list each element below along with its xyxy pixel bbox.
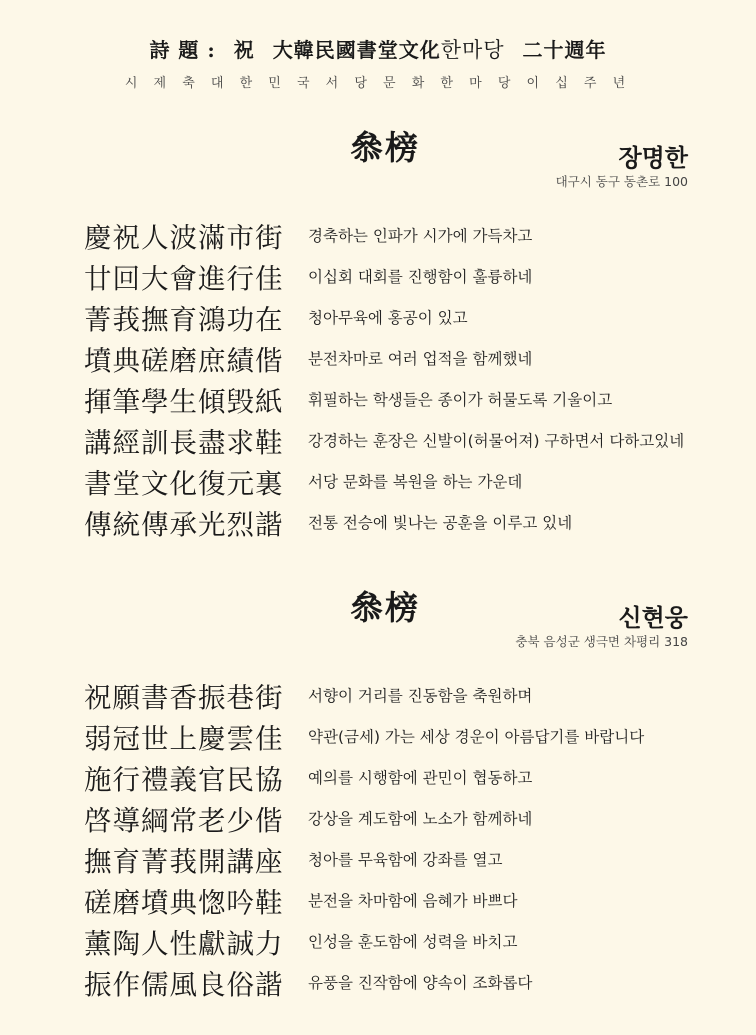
poem-line [84,255,684,296]
korean-translation: 분전을 차마함에 음혜가 바쁘다 [308,891,518,910]
korean-translation: 약관(금세) 가는 세상 경운이 아름답기를 바랍니다 [308,727,645,746]
hanja-line: 揮筆學生傾毁紙 [84,385,284,418]
poem-line [84,419,684,460]
author-name: 장명한 [618,144,688,172]
korean-translation: 인성을 훈도함에 성력을 바치고 [308,932,518,951]
korean-translation: 이십회 대회를 진행함이 훌륭하네 [308,267,533,286]
poem-line [84,674,644,715]
author-name: 신현웅 [618,604,688,632]
korean-translation: 예의를 시행함에 관민이 협동하고 [308,768,533,787]
poem-lines [84,214,684,542]
korean-translation: 휘필하는 학생들은 종이가 허물도록 기울이고 [308,390,613,409]
author-address: 충북 음성군 생극면 차평리 318 [515,634,688,649]
document-subtitle: 시 제 축 대 한 민 국 서 당 문 화 한 마 당 이 십 주 년 [124,76,632,91]
poem-heading: 叅榜 [350,588,420,627]
hanja-line: 施行禮義官民協 [84,763,284,796]
hanja-line: 祝願書香振巷街 [84,681,284,714]
author-address: 대구시 동구 동촌로 100 [555,174,688,189]
poem-line [84,838,644,879]
hanja-line: 墳典磋磨庶績偕 [84,344,284,377]
poem-line [84,501,684,542]
poem-lines [84,674,644,1002]
hanja-line: 磋磨墳典愡吟鞋 [84,886,284,919]
hanja-line: 傳統傳承光烈諧 [84,508,284,541]
hanja-line: 啓導綱常老少偕 [84,804,284,837]
poem-line [84,715,644,756]
korean-translation: 유풍을 진작함에 양속이 조화롭다 [308,973,533,992]
title-main: 大韓民國書堂文化 [272,38,441,62]
poem-line [84,460,684,501]
hanja-line: 薰陶人性獻誠力 [84,927,284,960]
hanja-line: 弱冠世上慶雲佳 [84,722,284,755]
poem-line [84,756,644,797]
korean-translation: 강경하는 훈장은 신발이(허물어져) 구하면서 다하고있네 [308,431,685,450]
title-hangul: 한마당 [440,38,505,62]
hanja-line: 講經訓長盡求鞋 [84,426,284,459]
korean-translation: 서향이 거리를 진동함을 축원하며 [308,686,533,705]
korean-translation: 서당 문화를 복원을 하는 가운데 [308,472,523,491]
poem-line [84,961,644,1002]
hanja-line: 慶祝人波滿市街 [84,221,284,254]
poem-line [84,296,684,337]
korean-translation: 전통 전승에 빛나는 공훈을 이루고 있네 [308,513,573,532]
korean-translation: 강상을 계도함에 노소가 함께하네 [308,809,533,828]
hanja-line: 廿回大會進行佳 [84,262,284,295]
poem-line [84,214,684,255]
hanja-line: 撫育菁莪開講座 [84,845,284,878]
title-prefix: 詩 題 : [149,38,216,62]
poem-line [84,378,684,419]
hanja-line: 書堂文化復元裏 [84,467,284,500]
korean-translation: 청아무육에 홍공이 있고 [308,308,468,327]
poem-line [84,797,644,838]
document-title [0,34,756,64]
korean-translation: 청아를 무육함에 강좌를 열고 [308,850,503,869]
title-word: 祝 [233,38,255,62]
poem-line [84,337,684,378]
poem-heading: 叅榜 [350,128,420,167]
poem-line [84,920,644,961]
korean-translation: 경축하는 인파가 시가에 가득차고 [308,226,533,245]
hanja-line: 振作儒風良俗諧 [84,968,284,1001]
korean-translation: 분전차마로 여러 업적을 함께했네 [308,349,533,368]
hanja-line: 菁莪撫育鴻功在 [84,303,284,336]
title-suffix: 二十週年 [522,38,607,62]
poem-line [84,879,644,920]
